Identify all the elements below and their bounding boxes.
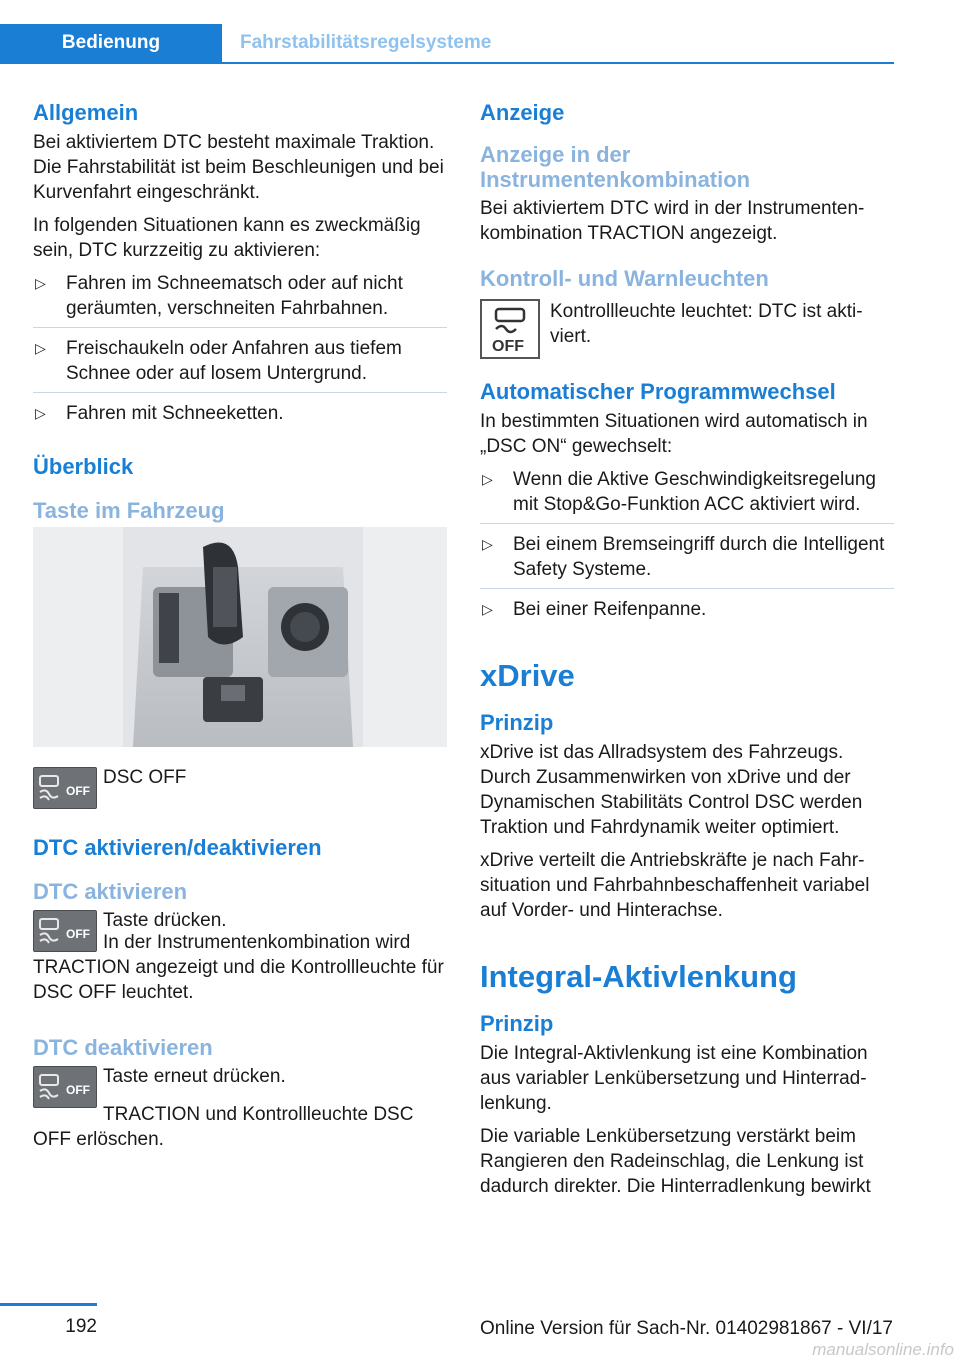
dsc-off-icon — [33, 1066, 97, 1108]
page-number: 192 — [0, 1303, 97, 1338]
triangle-bullet-icon: ▷ — [482, 536, 493, 552]
paragraph-xdrive-1: xDrive ist das Allradsystem des Fahrzeugs. Durch Zusammenwirken von xDrive und der Dynamischen Stabilitäts Control DSC werden Traktion und Fahrdynamik weiter optimiert. — [480, 742, 863, 838]
tab-fahrstabilitaet[interactable]: Fahrstabilitätsregelsysteme — [240, 32, 492, 53]
watermark: manualsonline.info — [812, 1340, 954, 1359]
dtc-aktivieren-step: Taste drücken. — [103, 910, 227, 931]
triangle-bullet-icon: ▷ — [35, 405, 46, 421]
center-console-image — [33, 527, 447, 747]
paragraph-ial-2: Die variable Lenkübersetzung verstärkt beim Rangieren den Radeinschlag, die Lenkung ist dadurch direkter. Die Hinterradlenkung bewirkt — [480, 1126, 871, 1197]
triangle-bullet-icon: ▷ — [482, 601, 493, 617]
traction-control-light-icon — [480, 299, 540, 359]
dsc-off-row — [33, 765, 447, 811]
dtc-deaktivieren-description: TRACTION und Kontrollleuchte DSC OFF erlöschen. — [33, 1104, 414, 1150]
list-item: ▷ Bei einer Reifenpanne. — [482, 599, 707, 620]
bullet-list-left — [33, 271, 447, 432]
dsc-off-label: DSC OFF — [103, 767, 187, 788]
list-item: ▷ Fahren im Schneematsch oder auf nicht geräumten, verschneiten Fahrbahnen. — [33, 271, 447, 328]
kontrollleuchte-text: Kontrollleuchte leuchtet: DTC ist aktiviert. — [550, 301, 863, 347]
svg-text:OFF: OFF — [66, 927, 90, 941]
heading-allgemein: Allgemein — [33, 100, 139, 125]
dtc-deaktivieren-step: Taste erneut drücken. — [103, 1066, 286, 1087]
paragraph-xdrive-2: xDrive verteilt die Antriebskräfte je nach Fahrsituation und Fahrbahnbeschaffenheit variabel auf Vorder- und Hinterachse. — [480, 850, 870, 921]
list-item: ▷ Wenn die Aktive Geschwindigkeitsregelung mit Stop&Go-Funktion ACC aktiviert wird. — [480, 467, 894, 524]
paragraph-allgemein-2: In folgenden Situationen kann es zweckmäßig sein, DTC kurzzeitig zu aktivieren: — [33, 215, 421, 261]
list-item: ▷ Bei einem Bremseingriff durch die Intelligent Safety Systeme. — [480, 532, 894, 589]
left-column — [33, 100, 447, 1160]
heading-anzeige-instrumentenkombination: Anzeige in der Instrumentenkombination — [480, 142, 751, 192]
list-item: ▷ Fahren mit Schneeketten. — [35, 403, 284, 424]
paragraph-allgemein-1: Bei aktiviertem DTC besteht maximale Traktion. Die Fahrstabilität ist beim Beschleunigen und bei Kurvenfahrt eingeschränkt. — [33, 132, 444, 203]
paragraph-ial-1: Die Integral-Aktivlenkung ist eine Kombination aus variabler Lenkübersetzung und Hinterradlenkung. — [480, 1043, 868, 1114]
dtc-aktivieren-row — [33, 908, 447, 954]
list-item: ▷ Freischaukeln oder Anfahren aus tiefem Schnee oder auf losem Untergrund. — [33, 336, 447, 393]
paragraph-anzeige: Bei aktiviertem DTC wird in der Instrumentenkombination TRACTION angezeigt. — [480, 198, 865, 244]
svg-text:OFF: OFF — [66, 784, 90, 798]
paragraph-auto: In bestimmten Situationen wird automatisch in „DSC ON“ gewechselt: — [480, 411, 868, 457]
bullet-list-right — [480, 467, 894, 628]
svg-text:OFF: OFF — [66, 1083, 90, 1097]
center-console-photo — [33, 527, 447, 747]
kontrollleuchte-row — [480, 295, 894, 359]
heading-automatischer-programmwechsel: Automatischer Programmwechsel — [480, 379, 836, 404]
dsc-off-icon — [33, 910, 97, 952]
heading-taste-im-fahrzeug: Taste im Fahrzeug — [33, 498, 225, 523]
heading-dtc-deaktivieren: DTC deaktivieren — [33, 1035, 213, 1060]
online-version-footer: Online Version für Sach-Nr. 01402981867 - VI/17 — [480, 1318, 893, 1339]
right-column — [480, 100, 894, 1207]
heading-dtc-aktivieren: DTC aktivieren — [33, 879, 188, 904]
triangle-bullet-icon: ▷ — [482, 471, 493, 487]
heading-integral-aktivlenkung: Integral-Aktivlenkung — [480, 959, 797, 994]
heading-anzeige: Anzeige — [480, 100, 565, 125]
heading-ial-prinzip: Prinzip — [480, 1011, 554, 1036]
dtc-deaktivieren-row — [33, 1064, 447, 1110]
dsc-off-icon — [33, 767, 97, 809]
dtc-aktivieren-description: In der Instrumentenkombination wird TRACTION angezeigt und die Kontrollleuchte für DSC OFF leuchtet. — [33, 932, 444, 1003]
triangle-bullet-icon: ▷ — [35, 275, 46, 291]
heading-kontroll-warnleuchten: Kontroll- und Warnleuchten — [480, 266, 769, 291]
tab-bedienung[interactable]: Bedienung — [0, 24, 222, 62]
triangle-bullet-icon: ▷ — [35, 340, 46, 356]
page-header — [0, 24, 894, 64]
heading-xdrive: xDrive — [480, 658, 575, 693]
heading-dtc-aktivieren-deaktivieren: DTC aktivieren/deaktivieren — [33, 835, 322, 860]
heading-ueberblick: Überblick — [33, 454, 134, 479]
svg-text:OFF: OFF — [492, 338, 524, 355]
heading-xdrive-prinzip: Prinzip — [480, 710, 554, 735]
